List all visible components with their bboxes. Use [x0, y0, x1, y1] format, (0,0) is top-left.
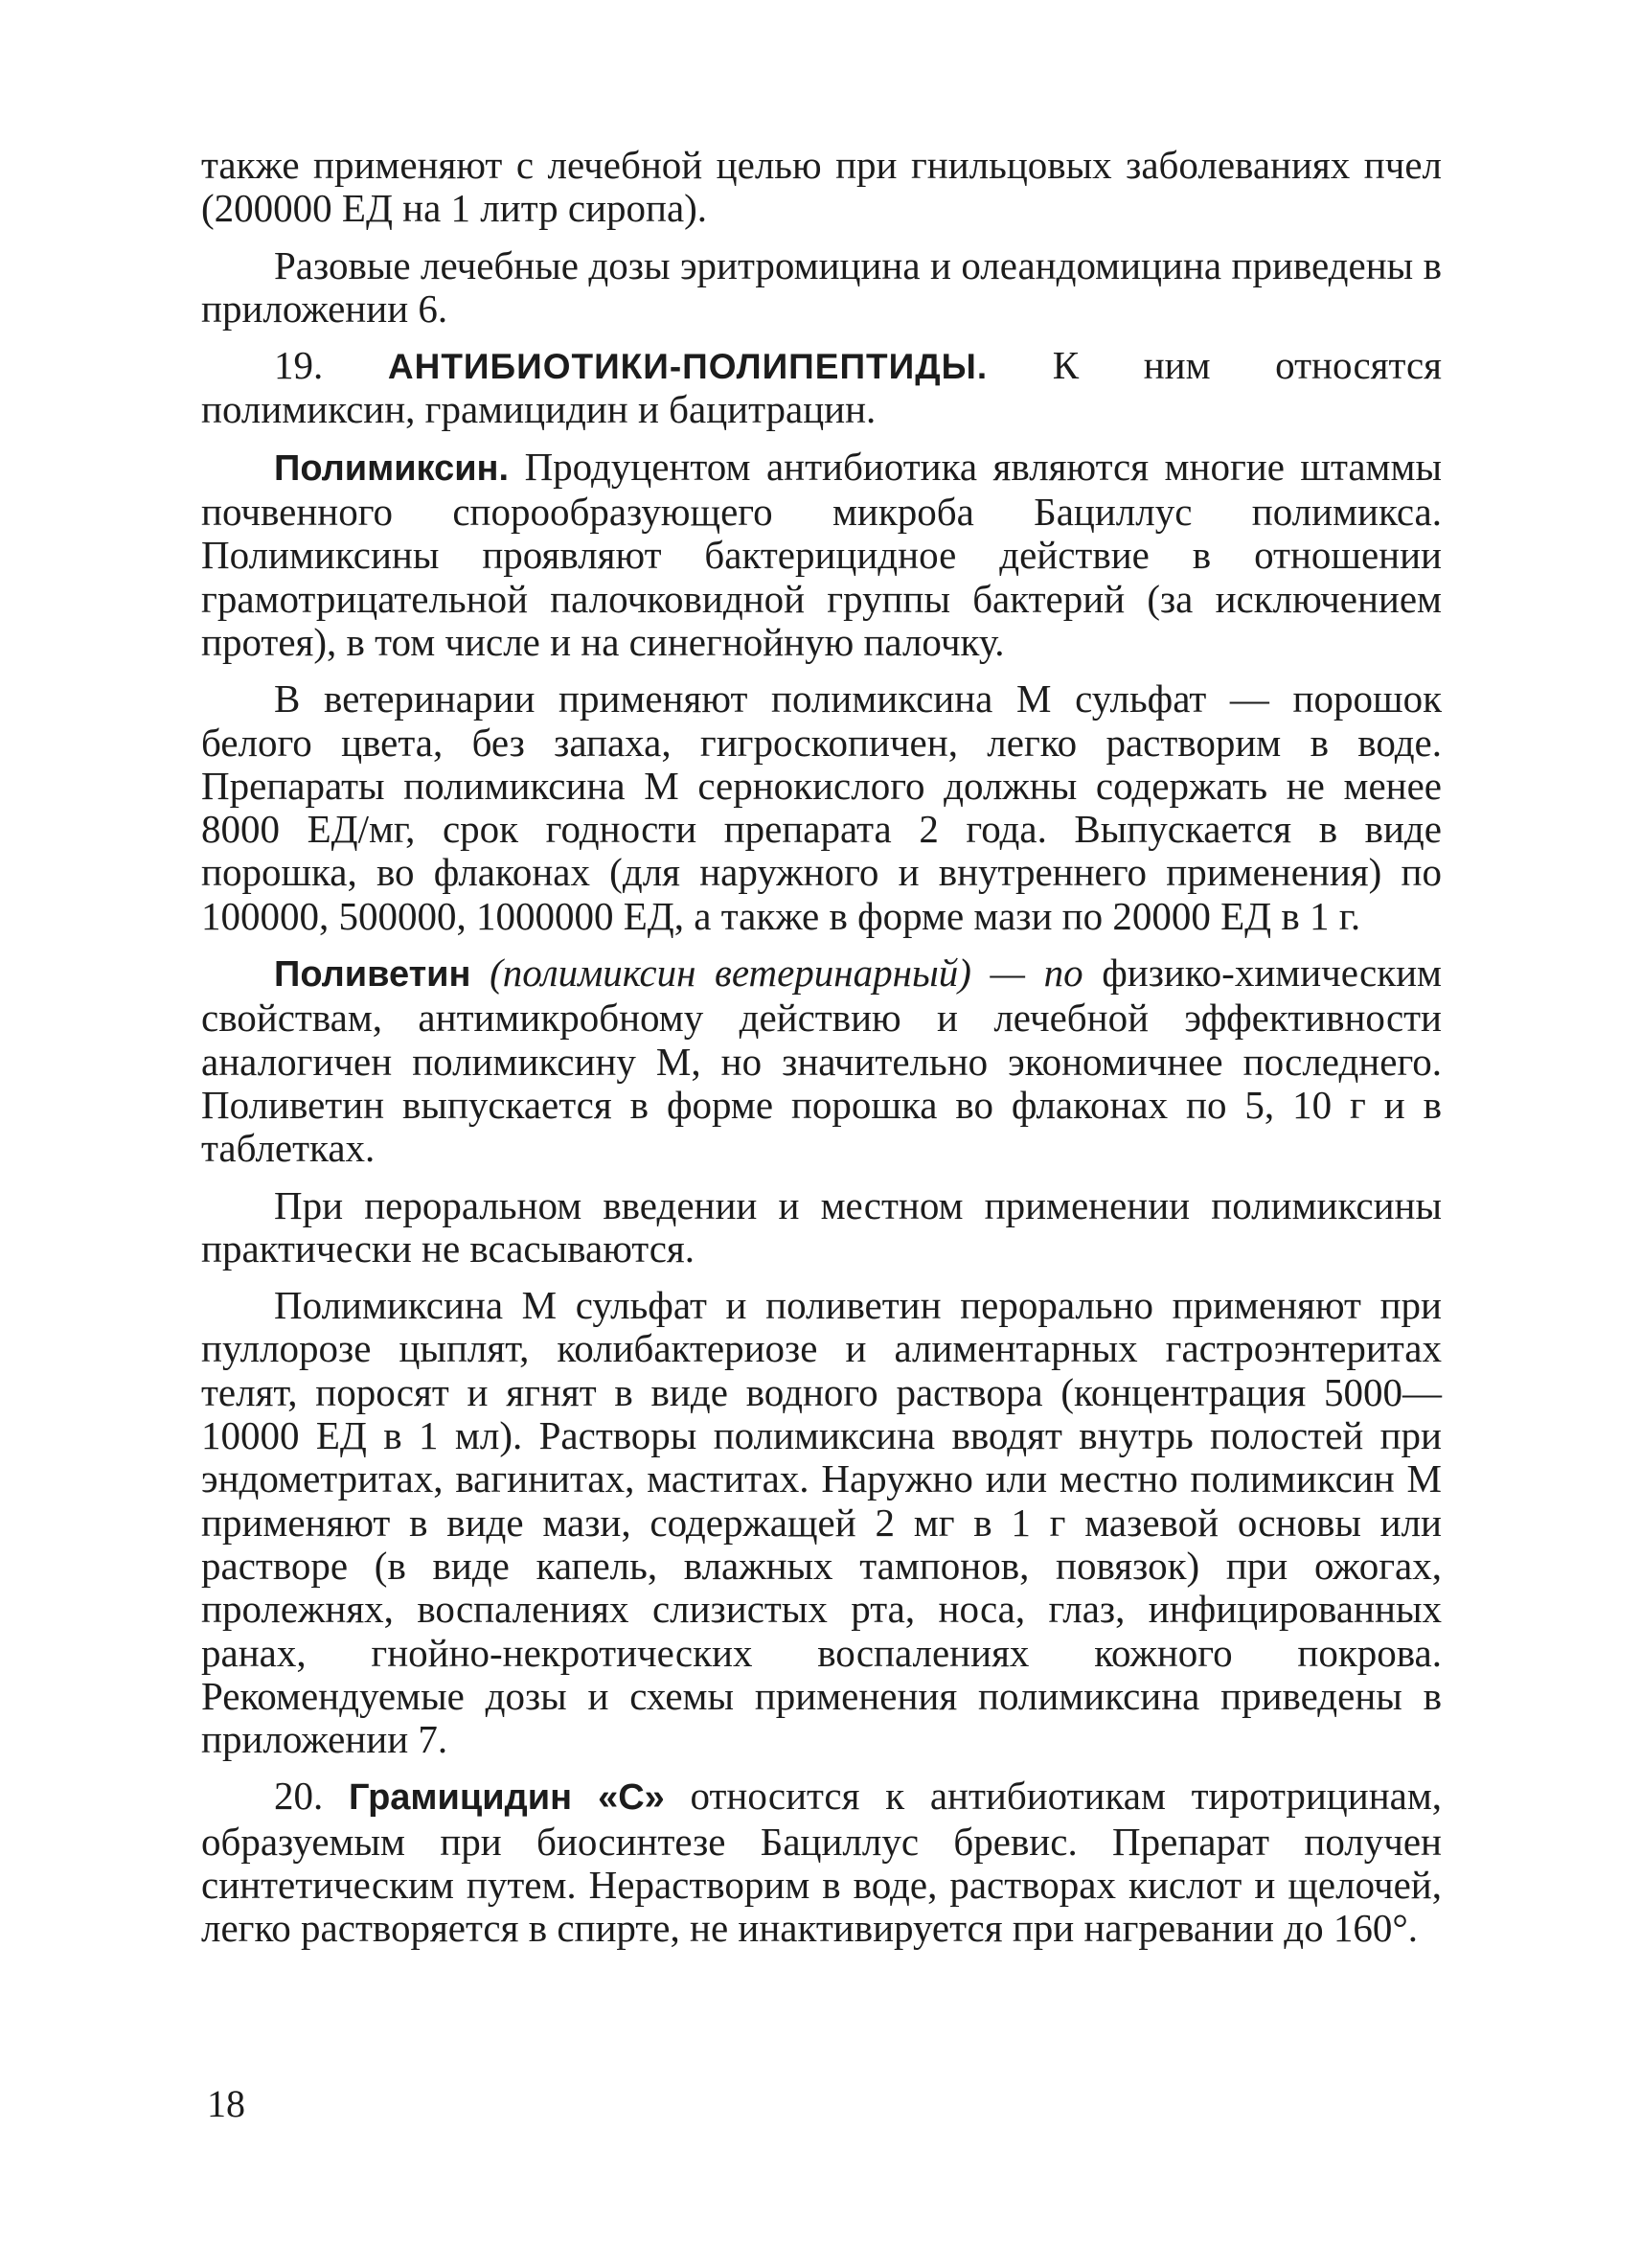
paragraph-text: К ним относятся полимиксин, грамицидин и бацитрацин. — [201, 343, 1443, 432]
section-19-heading-paragraph — [201, 344, 1442, 432]
paragraph-text: Продуцентом антибиотика являются многие штаммы почвенного спорообразующего микроба Бациллус полимикса. Полимиксины проявляют бактерицидное действие в отношении грамотрицательной палочковидной группы бактерий (за исключением протея), в том числе и на синегнойную палочку. — [201, 444, 1442, 664]
paragraph-polymyxin — [201, 446, 1442, 664]
paragraph-italic-text: (полимиксин ветеринарный) — по — [490, 951, 1083, 996]
paragraph-text: Полимиксина М сульфат и поливетин перорально применяют при пуллорозе цыплят, колибактериозе и алиментарных гастроэнтеритах телят, поросят и ягнят в виде водного раствора (концентрация 5000—10000 ЕД в 1 мл). Растворы полимиксина вводят внутрь полостей при эндометритах, вагинитах, маститах. Наружно или местно полимиксин М применяют в виде мази, содержащей 2 мг в 1 г мазевой основы или растворе (в виде капель, влажных тампонов, повязок) при ожогах, пролежнях, воспалениях слизистых рта, носа, глаз, инфицированных ранах, гнойно-некротических воспалениях кожного покрова. Рекомендуемые дозы и схемы применения полимиксина приведены в приложении 7. — [201, 1283, 1442, 1762]
section-number: 20. — [274, 1774, 324, 1819]
page-text-block — [201, 144, 1442, 1951]
paragraph-polivetin — [201, 951, 1442, 1170]
section-heading: АНТИБИОТИКИ-ПОЛИПЕПТИДЫ. — [387, 347, 989, 387]
term-gramicidin: Грамицидин «С» — [348, 1777, 665, 1819]
paragraph-text: В ветеринарии применяют полимиксина М сульфат — порошок белого цвета, без запаха, гигроскопичен, легко растворим в воде. Препараты полимиксина М сернокислого должны содержать не менее 8000 ЕД/мг, срок годности препарата 2 года. Выпускается в виде порошка, во флаконах (для наружного и внутреннего применения) по 100000, 500000, 1000000 ЕД, а также в форме мази по 20000 ЕД в 1 г. — [201, 676, 1442, 938]
section-20-paragraph — [201, 1775, 1442, 1950]
paragraph-polymyxin-sulfate — [201, 677, 1442, 938]
page-number: 18 — [207, 2082, 245, 2125]
term-polymyxin: Полимиксин. — [274, 447, 510, 489]
paragraph-text: относится к антибиотикам тиротрицинам, образуемым при биосинтезе Бациллус бревис. Препарат получен синтетическим путем. Нерастворим в воде, растворах кислот и щелочей, легко растворяется в спирте, не инактивируется при нагревании до 160°. — [201, 1774, 1443, 1951]
paragraph-text: При пероральном введении и местном применении полимиксины практически не всасываются. — [201, 1182, 1442, 1271]
paragraph-text: также применяют с лечебной целью при гнильцовых заболеваниях пчел (200000 ЕД на 1 литр сиропа). — [201, 143, 1442, 231]
section-number: 19. — [274, 343, 324, 388]
paragraph-continuation — [201, 144, 1442, 231]
paragraph-oral-absorption — [201, 1184, 1442, 1271]
paragraph-text: физико-химическим свойствам, антимикробному действию и лечебной эффективности аналогичен полимиксину М, но значительно экономичнее последнего. Поливетин выпускается в форме порошка во флаконах по 5, 10 г и в таблетках. — [201, 951, 1442, 1171]
paragraph-text: Разовые лечебные дозы эритромицина и олеандомицина приведены в приложении 6. — [201, 242, 1442, 331]
paragraph-application — [201, 1284, 1442, 1761]
term-polivetin: Поливетин — [274, 954, 471, 996]
paragraph-doses-reference — [201, 244, 1442, 332]
